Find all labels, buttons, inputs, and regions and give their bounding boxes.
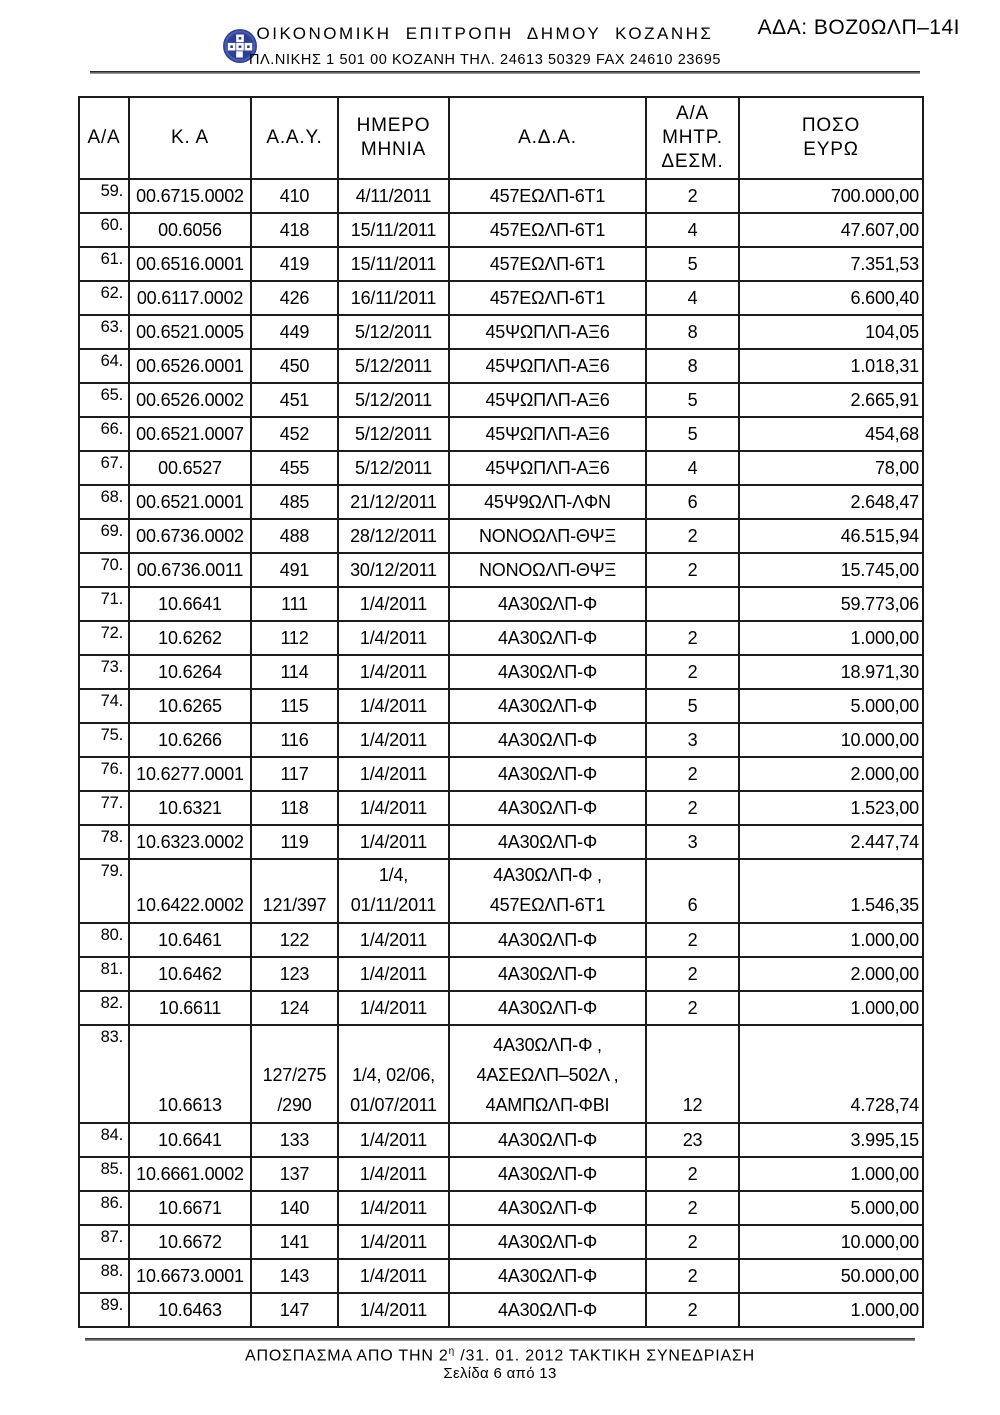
cell-aa: 61.: [79, 247, 129, 281]
cell-ka: 00.6521.0005: [129, 315, 251, 349]
cell-aay: 485: [251, 485, 338, 519]
cell-aa: 74.: [79, 689, 129, 723]
cell-mitr: 5: [646, 247, 739, 281]
table-row: [79, 957, 923, 991]
cell-aay: 115: [251, 689, 338, 723]
cell-ada: 457ΕΩΛΠ-6Τ1: [449, 247, 646, 281]
cell-amount: 47.607,00: [739, 213, 923, 247]
cell-aay: 426: [251, 281, 338, 315]
cell-date: 4/11/2011: [338, 179, 449, 213]
cell-mitr: 2: [646, 923, 739, 957]
cell-date: 28/12/2011: [338, 519, 449, 553]
table-row: [79, 485, 923, 519]
cell-ka: 00.6521.0001: [129, 485, 251, 519]
cell-mitr: 2: [646, 655, 739, 689]
cell-ka: 00.6736.0011: [129, 553, 251, 587]
cell-date: 5/12/2011: [338, 417, 449, 451]
cell-ada: 4Α30ΩΛΠ-Φ: [449, 957, 646, 991]
cell-mitr: 6: [646, 485, 739, 519]
column-header-aa: Α/Α: [79, 97, 129, 179]
table-row: [79, 1191, 923, 1225]
cell-mitr: 2: [646, 957, 739, 991]
cell-aa: 82.: [79, 991, 129, 1025]
cell-aay: 114: [251, 655, 338, 689]
table-row: [79, 923, 923, 957]
cell-ka: 10.6673.0001: [129, 1259, 251, 1293]
cell-amount: 46.515,94: [739, 519, 923, 553]
cell-ka: 10.6262: [129, 621, 251, 655]
cell-amount: 15.745,00: [739, 553, 923, 587]
cell-date: 1/4/2011: [338, 1123, 449, 1157]
cell-ka: 10.6463: [129, 1293, 251, 1327]
cell-ada: 4Α30ΩΛΠ-Φ: [449, 991, 646, 1025]
cell-ka: 00.6521.0007: [129, 417, 251, 451]
cell-mitr: 4: [646, 281, 739, 315]
table-row: [79, 281, 923, 315]
cell-date: 1/4/2011: [338, 1293, 449, 1327]
cell-ka: 10.6641: [129, 1123, 251, 1157]
cell-amount: 1.000,00: [739, 923, 923, 957]
cell-aa: 67.: [79, 451, 129, 485]
cell-amount: 18.971,30: [739, 655, 923, 689]
session-extract-note: ΑΠΟΣΠΑΣΜΑ ΑΠΟ ΤΗΝ $2^\eta$ /31. 01. 2012 ΤΑΚΤΙΚΗ ΣΥΝΕΔΡΙΑΣΗ: [245, 1346, 755, 1365]
cell-mitr: 2: [646, 1259, 739, 1293]
cell-aay: 410: [251, 179, 338, 213]
table-row: [79, 383, 923, 417]
table-row: [79, 349, 923, 383]
cell-mitr: 2: [646, 519, 739, 553]
cell-ka: 10.6265: [129, 689, 251, 723]
cell-date: 1/4/2011: [338, 689, 449, 723]
cell-ada: 4Α30ΩΛΠ-Φ: [449, 689, 646, 723]
table-row: [79, 179, 923, 213]
cell-mitr: 2: [646, 1293, 739, 1327]
cell-ada: 4Α30ΩΛΠ-Φ: [449, 825, 646, 859]
table-row: [79, 213, 923, 247]
cell-ka: 00.6117.0002: [129, 281, 251, 315]
cell-ada: 45ΨΩΠΛΠ-ΑΞ6: [449, 315, 646, 349]
table-row: [79, 417, 923, 451]
cell-amount: 104,05: [739, 315, 923, 349]
cell-aay: 452: [251, 417, 338, 451]
cell-amount: 2.000,00: [739, 957, 923, 991]
cell-ka: 00.6715.0002: [129, 179, 251, 213]
cell-aay: 121/397: [251, 859, 338, 923]
table-row: [79, 451, 923, 485]
cell-amount: 1.018,31: [739, 349, 923, 383]
cell-date: 1/4/2011: [338, 587, 449, 621]
org-title: ΟΙΚΟΝΟΜΙΚΗ ΕΠΙΤΡΟΠΗ ΔΗΜΟΥ ΚΟΖΑΝΗΣ: [256, 24, 714, 43]
cell-ada: 45ΨΩΠΛΠ-ΑΞ6: [449, 451, 646, 485]
cell-aa: 69.: [79, 519, 129, 553]
cell-ada: 4Α30ΩΛΠ-Φ: [449, 757, 646, 791]
table-row: [79, 655, 923, 689]
cell-mitr: 8: [646, 349, 739, 383]
table-row: [79, 621, 923, 655]
cell-ada: 4Α30ΩΛΠ-Φ: [449, 1191, 646, 1225]
cell-aa: 86.: [79, 1191, 129, 1225]
cell-aay: 112: [251, 621, 338, 655]
cell-amount: 700.000,00: [739, 179, 923, 213]
cell-mitr: 4: [646, 213, 739, 247]
cell-date: 1/4/2011: [338, 957, 449, 991]
cell-ka: 10.6661.0002: [129, 1157, 251, 1191]
cell-amount: 10.000,00: [739, 723, 923, 757]
cell-date: 1/4, 02/06, 01/07/2011: [338, 1025, 449, 1123]
cell-aay: 124: [251, 991, 338, 1025]
cell-date: 1/4/2011: [338, 757, 449, 791]
cell-aa: 76.: [79, 757, 129, 791]
cell-mitr: 2: [646, 1225, 739, 1259]
document-footer: [0, 1338, 1000, 1382]
cell-ka: 10.6672: [129, 1225, 251, 1259]
cell-date: 15/11/2011: [338, 213, 449, 247]
cell-date: 1/4/2011: [338, 825, 449, 859]
cell-date: 1/4/2011: [338, 923, 449, 957]
cell-amount: 3.995,15: [739, 1123, 923, 1157]
org-block: [180, 24, 790, 68]
cell-ada: 4Α30ΩΛΠ-Φ: [449, 621, 646, 655]
cell-aay: 140: [251, 1191, 338, 1225]
cell-mitr: 5: [646, 689, 739, 723]
cell-date: 1/4/2011: [338, 621, 449, 655]
cell-aay: 419: [251, 247, 338, 281]
cell-date: 5/12/2011: [338, 349, 449, 383]
cell-mitr: 6: [646, 859, 739, 923]
cell-aa: 85.: [79, 1157, 129, 1191]
cell-date: 30/12/2011: [338, 553, 449, 587]
cell-amount: 78,00: [739, 451, 923, 485]
cell-amount: 50.000,00: [739, 1259, 923, 1293]
cell-date: 15/11/2011: [338, 247, 449, 281]
cell-aay: 491: [251, 553, 338, 587]
cell-mitr: 2: [646, 179, 739, 213]
table-row: [79, 825, 923, 859]
cell-ada: 4Α30ΩΛΠ-Φ: [449, 1259, 646, 1293]
cell-aa: 87.: [79, 1225, 129, 1259]
column-header-aay: Α.Α.Υ.: [251, 97, 338, 179]
cell-ada: 4Α30ΩΛΠ-Φ: [449, 1225, 646, 1259]
cell-aay: 123: [251, 957, 338, 991]
cell-mitr: 3: [646, 723, 739, 757]
cell-aay: 488: [251, 519, 338, 553]
cell-ada: 4Α30ΩΛΠ-Φ: [449, 723, 646, 757]
cell-ada: 4Α30ΩΛΠ-Φ , 4ΑΣΕΩΛΠ–502Λ , 4ΑΜΠΩΛΠ-ΦΒΙ: [449, 1025, 646, 1123]
cell-ada: 4Α30ΩΛΠ-Φ: [449, 923, 646, 957]
cell-aa: 79.: [79, 859, 129, 923]
table-header-row: [79, 97, 923, 179]
table-row: [79, 1123, 923, 1157]
cell-ada: 4Α30ΩΛΠ-Φ: [449, 1157, 646, 1191]
cell-aa: 62.: [79, 281, 129, 315]
cell-date: 1/4, 01/11/2011: [338, 859, 449, 923]
cell-mitr: 2: [646, 621, 739, 655]
cell-ada: 4Α30ΩΛΠ-Φ: [449, 791, 646, 825]
document-header: [0, 0, 1000, 96]
cell-aa: 78.: [79, 825, 129, 859]
column-header-ka: Κ. Α: [129, 97, 251, 179]
cell-aa: 60.: [79, 213, 129, 247]
header-rule: [90, 71, 920, 74]
cell-mitr: 2: [646, 991, 739, 1025]
cell-ka: 10.6264: [129, 655, 251, 689]
cell-aay: 119: [251, 825, 338, 859]
cell-aay: 137: [251, 1157, 338, 1191]
table-body: [79, 179, 923, 1327]
cell-mitr: 8: [646, 315, 739, 349]
cell-aa: 83.: [79, 1025, 129, 1123]
cell-ka: 10.6323.0002: [129, 825, 251, 859]
cell-aa: 80.: [79, 923, 129, 957]
cell-aay: 141: [251, 1225, 338, 1259]
cell-aa: 68.: [79, 485, 129, 519]
cell-amount: 454,68: [739, 417, 923, 451]
cell-aa: 88.: [79, 1259, 129, 1293]
cell-amount: 6.600,40: [739, 281, 923, 315]
org-address: ΠΛ.ΝΙΚΗΣ 1 501 00 ΚΟΖΑΝΗ ΤΗΛ. 24613 50329 FAX 24610 23695: [248, 52, 722, 68]
cell-amount: 5.000,00: [739, 1191, 923, 1225]
cell-date: 5/12/2011: [338, 451, 449, 485]
cell-mitr: 12: [646, 1025, 739, 1123]
cell-ada: 45ΨΩΠΛΠ-ΑΞ6: [449, 349, 646, 383]
cell-aay: 451: [251, 383, 338, 417]
cell-amount: 1.546,35: [739, 859, 923, 923]
cell-ka: 10.6641: [129, 587, 251, 621]
cell-aa: 73.: [79, 655, 129, 689]
cell-aay: 147: [251, 1293, 338, 1327]
table-row: [79, 791, 923, 825]
table-row: [79, 1025, 923, 1123]
cell-ada: 4Α30ΩΛΠ-Φ: [449, 1123, 646, 1157]
cell-ada: ΝΟΝΟΩΛΠ-ΘΨΞ: [449, 519, 646, 553]
cell-amount: 2.447,74: [739, 825, 923, 859]
cell-ka: 10.6461: [129, 923, 251, 957]
cell-date: 5/12/2011: [338, 383, 449, 417]
cell-ada: 45ΨΩΠΛΠ-ΑΞ6: [449, 417, 646, 451]
table-row: [79, 689, 923, 723]
column-header-date: ΗΜΕΡΟ ΜΗΝΙΑ: [338, 97, 449, 179]
table-row: [79, 991, 923, 1025]
cell-aay: 450: [251, 349, 338, 383]
cell-aa: 66.: [79, 417, 129, 451]
table-row: [79, 1259, 923, 1293]
cell-date: 5/12/2011: [338, 315, 449, 349]
table-row: [79, 247, 923, 281]
table-row: [79, 757, 923, 791]
cell-ka: 10.6671: [129, 1191, 251, 1225]
cell-mitr: 4: [646, 451, 739, 485]
cell-ada: 45Ψ9ΩΛΠ-ΛΦΝ: [449, 485, 646, 519]
cell-date: 21/12/2011: [338, 485, 449, 519]
cell-aay: 111: [251, 587, 338, 621]
column-header-amount: ΠΟΣΟ ΕΥΡΩ: [739, 97, 923, 179]
cell-date: 16/11/2011: [338, 281, 449, 315]
cell-aa: 70.: [79, 553, 129, 587]
cell-aa: 75.: [79, 723, 129, 757]
cell-aa: 89.: [79, 1293, 129, 1327]
column-header-mitr: Α/Α ΜΗΤΡ. ΔΕΣΜ.: [646, 97, 739, 179]
cell-aa: 81.: [79, 957, 129, 991]
table-row: [79, 859, 923, 923]
column-header-ada: Α.Δ.Α.: [449, 97, 646, 179]
cell-mitr: 5: [646, 383, 739, 417]
cell-ka: 00.6527: [129, 451, 251, 485]
cell-amount: 2.000,00: [739, 757, 923, 791]
cell-ka: 10.6266: [129, 723, 251, 757]
cell-aay: 143: [251, 1259, 338, 1293]
cell-ka: 10.6321: [129, 791, 251, 825]
cell-amount: 2.665,91: [739, 383, 923, 417]
cell-ka: 00.6526.0001: [129, 349, 251, 383]
cell-ada: 45ΨΩΠΛΠ-ΑΞ6: [449, 383, 646, 417]
cell-mitr: 23: [646, 1123, 739, 1157]
table-row: [79, 553, 923, 587]
cell-ada: ΝΟΝΟΩΛΠ-ΘΨΞ: [449, 553, 646, 587]
footer-rule: [85, 1338, 915, 1341]
cell-ada: 457ΕΩΛΠ-6Τ1: [449, 213, 646, 247]
cell-date: 1/4/2011: [338, 991, 449, 1025]
cell-aay: 116: [251, 723, 338, 757]
table-row: [79, 1293, 923, 1327]
cell-date: 1/4/2011: [338, 723, 449, 757]
cell-ada: 4Α30ΩΛΠ-Φ: [449, 1293, 646, 1327]
cell-ka: 00.6516.0001: [129, 247, 251, 281]
table-row: [79, 519, 923, 553]
cell-aa: 77.: [79, 791, 129, 825]
cell-aa: 64.: [79, 349, 129, 383]
cell-aay: 418: [251, 213, 338, 247]
cell-ka: 00.6056: [129, 213, 251, 247]
cell-aa: 65.: [79, 383, 129, 417]
cell-ka: 10.6277.0001: [129, 757, 251, 791]
cell-amount: 2.648,47: [739, 485, 923, 519]
cell-amount: 1.000,00: [739, 621, 923, 655]
cell-amount: 10.000,00: [739, 1225, 923, 1259]
cell-mitr: 2: [646, 791, 739, 825]
cell-amount: 5.000,00: [739, 689, 923, 723]
cell-amount: 4.728,74: [739, 1025, 923, 1123]
cell-aa: 72.: [79, 621, 129, 655]
cell-aay: 127/275 /290: [251, 1025, 338, 1123]
cell-mitr: 2: [646, 1191, 739, 1225]
table-row: [79, 1225, 923, 1259]
cell-ada: 4Α30ΩΛΠ-Φ: [449, 655, 646, 689]
cell-ka: 10.6611: [129, 991, 251, 1025]
cell-date: 1/4/2011: [338, 655, 449, 689]
cell-aa: 59.: [79, 179, 129, 213]
cell-aay: 449: [251, 315, 338, 349]
cell-date: 1/4/2011: [338, 791, 449, 825]
cell-ka: 10.6613: [129, 1025, 251, 1123]
table-row: [79, 315, 923, 349]
cell-mitr: 2: [646, 1157, 739, 1191]
table-row: [79, 1157, 923, 1191]
cell-mitr: [646, 587, 739, 621]
cell-aa: 71.: [79, 587, 129, 621]
page-number: Σελίδα 6 από 13: [443, 1365, 557, 1383]
cell-amount: 1.000,00: [739, 991, 923, 1025]
cell-date: 1/4/2011: [338, 1259, 449, 1293]
cell-ada: 4Α30ΩΛΠ-Φ: [449, 587, 646, 621]
cell-amount: 1.000,00: [739, 1157, 923, 1191]
cell-amount: 1.000,00: [739, 1293, 923, 1327]
cell-mitr: 2: [646, 553, 739, 587]
cell-mitr: 3: [646, 825, 739, 859]
cell-aay: 122: [251, 923, 338, 957]
cell-aay: 133: [251, 1123, 338, 1157]
cell-mitr: 5: [646, 417, 739, 451]
commitments-table: [78, 96, 924, 1328]
cell-mitr: 2: [646, 757, 739, 791]
cell-aay: 117: [251, 757, 338, 791]
cell-aa: 84.: [79, 1123, 129, 1157]
cell-amount: 59.773,06: [739, 587, 923, 621]
cell-ka: 10.6422.0002: [129, 859, 251, 923]
cell-ada: 457ΕΩΛΠ-6Τ1: [449, 179, 646, 213]
cell-aa: 63.: [79, 315, 129, 349]
table-row: [79, 587, 923, 621]
ada-code: ΑΔΑ: ΒΟΖ0ΩΛΠ–14Ι: [757, 16, 960, 39]
table-row: [79, 723, 923, 757]
cell-aay: 455: [251, 451, 338, 485]
cell-aay: 118: [251, 791, 338, 825]
cell-date: 1/4/2011: [338, 1225, 449, 1259]
cell-ada: 457ΕΩΛΠ-6Τ1: [449, 281, 646, 315]
cell-amount: 7.351,53: [739, 247, 923, 281]
cell-date: 1/4/2011: [338, 1191, 449, 1225]
cell-ka: 00.6736.0002: [129, 519, 251, 553]
cell-ka: 00.6526.0002: [129, 383, 251, 417]
cell-amount: 1.523,00: [739, 791, 923, 825]
cell-date: 1/4/2011: [338, 1157, 449, 1191]
cell-ada: 4Α30ΩΛΠ-Φ , 457ΕΩΛΠ-6Τ1: [449, 859, 646, 923]
cell-ka: 10.6462: [129, 957, 251, 991]
